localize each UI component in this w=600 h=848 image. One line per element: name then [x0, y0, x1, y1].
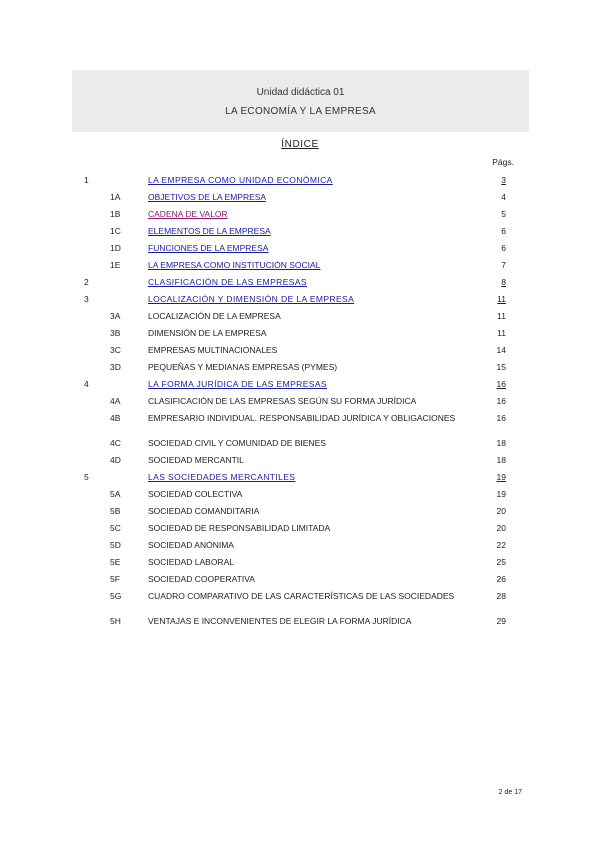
toc-entry-page: 5 [501, 209, 506, 219]
unit-title: LA ECONOMÍA Y LA EMPRESA [225, 106, 376, 117]
toc-entry-title: SOCIEDAD LABORAL [148, 557, 234, 567]
toc-entry-title: SOCIEDAD COMANDITARIA [148, 506, 260, 516]
toc-entry-title: CUADRO COMPARATIVO DE LAS CARACTERÍSTICAS DE LAS SOCIEDADES [148, 591, 455, 601]
toc-entry-subnumber: 3A [110, 311, 121, 321]
document-header [72, 70, 529, 132]
toc-entry-link[interactable]: LA FORMA JURÍDICA DE LAS EMPRESAS [148, 379, 327, 389]
toc-entry-title: SOCIEDAD COOPERATIVA [148, 574, 255, 584]
toc-entry-subnumber: 1E [110, 260, 121, 270]
toc-entry-page: 11 [497, 311, 506, 321]
toc-entry-title: DIMENSIÓN DE LA EMPRESA [148, 328, 267, 338]
toc-entry-page: 6 [501, 226, 506, 236]
toc-entry-subnumber: 5D [110, 540, 121, 550]
toc-entry-subnumber: 4D [110, 455, 121, 465]
toc-entry-subnumber: 1B [110, 209, 121, 219]
toc-entry-subnumber: 1A [110, 192, 121, 202]
toc-entry-link[interactable]: OBJETIVOS DE LA EMPRESA [148, 192, 267, 202]
toc-entry-title: SOCIEDAD ANÓNIMA [148, 540, 234, 550]
toc-entry-title: SOCIEDAD COLECTIVA [148, 489, 243, 499]
unit-label: Unidad didáctica 01 [256, 87, 345, 98]
toc-entry-subnumber: 3C [110, 345, 121, 355]
toc-entry-link[interactable]: LA EMPRESA COMO UNIDAD ECONÓMICA [148, 175, 333, 185]
toc-entry-title: VENTAJAS E INCONVENIENTES DE ELEGIR LA FORMA JURÍDICA [148, 616, 412, 626]
toc-entry-title: SOCIEDAD MERCANTIL [148, 455, 244, 465]
toc-entry-title: CLASIFICACIÓN DE LAS EMPRESAS SEGÚN SU FORMA JURÍDICA [148, 396, 417, 406]
toc-entry-subnumber: 1C [110, 226, 121, 236]
toc-entry-title: LOCALIZACIÓN DE LA EMPRESA [148, 311, 281, 321]
toc-entry-link[interactable]: LAS SOCIEDADES MERCANTILES [148, 472, 296, 482]
toc-entry-page[interactable]: 3 [501, 175, 506, 185]
toc-entry-subnumber: 4C [110, 438, 121, 448]
toc-entry-title: EMPRESAS MULTINACIONALES [148, 345, 278, 355]
toc-entry-number: 1 [84, 175, 89, 185]
toc-entry-subnumber: 4B [110, 413, 121, 423]
toc-entry-title: SOCIEDAD DE RESPONSABILIDAD LIMITADA [148, 523, 331, 533]
toc-entry-page: 19 [496, 489, 506, 499]
toc-entry-page: 11 [497, 328, 506, 338]
toc-entry-subnumber: 3B [110, 328, 121, 338]
toc-entry-page: 25 [496, 557, 506, 567]
toc-entry-number: 4 [84, 379, 89, 389]
toc-entry-page: 26 [496, 574, 506, 584]
index-title: ÍNDICE [281, 139, 319, 150]
toc-entry-page: 18 [496, 455, 506, 465]
toc-entry-page[interactable]: 11 [497, 294, 506, 304]
toc-entry-subnumber: 5G [110, 591, 122, 601]
toc-entry-link[interactable]: LA EMPRESA COMO INSTITUCIÓN SOCIAL [148, 260, 321, 270]
toc-entry-page[interactable]: 19 [496, 472, 506, 482]
toc-entry-title: EMPRESARIO INDIVIDUAL. RESPONSABILIDAD JURÍDICA Y OBLIGACIONES [148, 413, 456, 423]
toc-entry-link[interactable]: FUNCIONES DE LA EMPRESA [148, 243, 269, 253]
toc-entry-subnumber: 5F [110, 574, 120, 584]
toc-entry-subnumber: 1D [110, 243, 121, 253]
toc-entry-title: PEQUEÑAS Y MEDIANAS EMPRESAS (PYMES) [148, 362, 338, 372]
toc-entry-subnumber: 5A [110, 489, 121, 499]
toc-entry-subnumber: 3D [110, 362, 121, 372]
page-footer: 2 de 17 [498, 789, 522, 796]
toc-entry-number: 3 [84, 294, 89, 304]
toc-entry-subnumber: 5H [110, 616, 121, 626]
toc-entry-link[interactable]: CADENA DE VALOR [148, 209, 228, 219]
toc-entry-page: 20 [496, 506, 506, 516]
toc-entry-page: 4 [501, 192, 506, 202]
toc-entry-number: 5 [84, 472, 89, 482]
toc-entry-subnumber: 4A [110, 396, 121, 406]
toc-entry-link[interactable]: CLASIFICACIÓN DE LAS EMPRESAS [148, 277, 307, 287]
toc-entry-page: 18 [496, 438, 506, 448]
toc-entry-page: 29 [496, 616, 506, 626]
toc-entry-subnumber: 5C [110, 523, 121, 533]
toc-entry-page: 6 [501, 243, 506, 253]
toc-entry-page: 22 [496, 540, 506, 550]
toc-entry-page[interactable]: 16 [496, 379, 506, 389]
toc-entry-link[interactable]: ELEMENTOS DE LA EMPRESA [148, 226, 271, 236]
toc-entry-page: 15 [496, 362, 506, 372]
toc-entry-page: 14 [496, 345, 506, 355]
toc-entry-subnumber: 5E [110, 557, 121, 567]
toc-entry-page[interactable]: 8 [501, 277, 506, 287]
toc-entry-page: 7 [501, 260, 506, 270]
toc-entry-page: 20 [496, 523, 506, 533]
toc-entry-page: 28 [496, 591, 506, 601]
toc-entry-subnumber: 5B [110, 506, 121, 516]
toc-entry-link[interactable]: LOCALIZACIÓN Y DIMENSIÓN DE LA EMPRESA [148, 294, 355, 304]
pages-column-header: Págs. [492, 157, 514, 167]
toc-entry-number: 2 [84, 277, 89, 287]
toc-entry-title: SOCIEDAD CIVIL Y COMUNIDAD DE BIENES [148, 438, 326, 448]
toc-entry-page: 16 [496, 396, 506, 406]
toc-entry-page: 16 [496, 413, 506, 423]
